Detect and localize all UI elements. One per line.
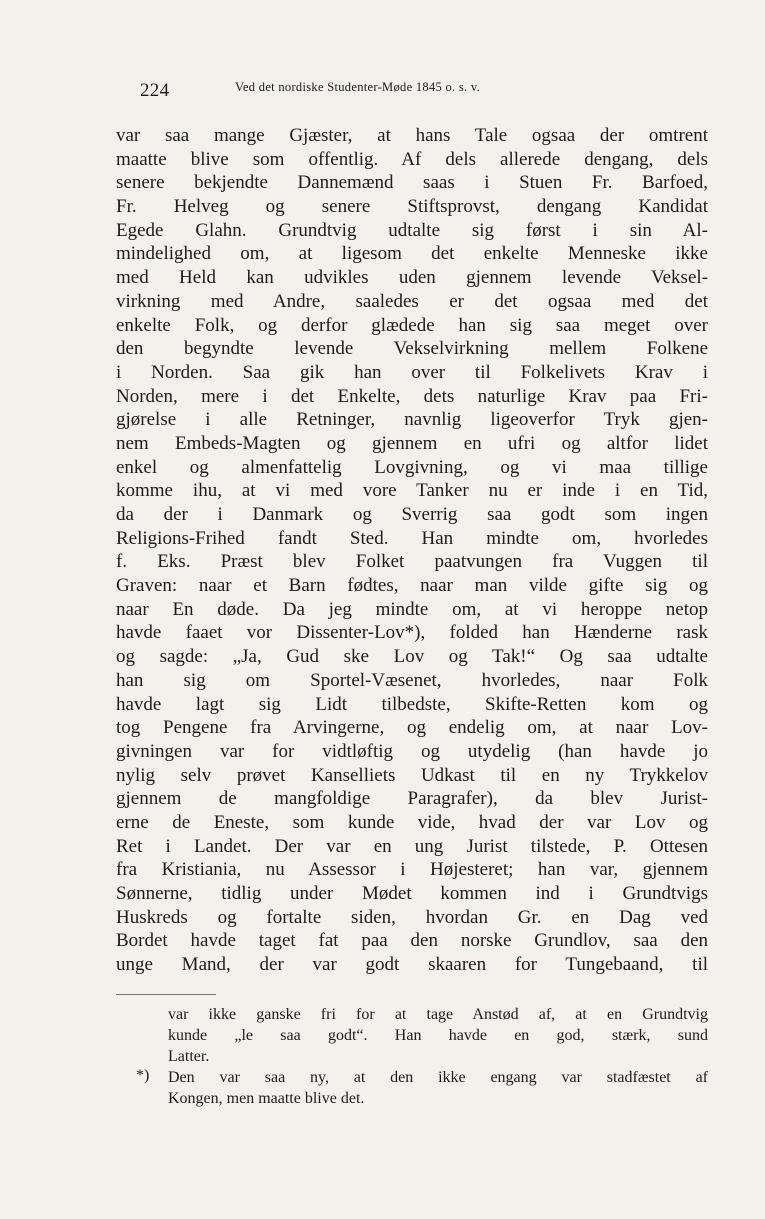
footnote-line: Kongen, men maatte blive det.	[168, 1090, 365, 1107]
text-line: med Held kan udvikles uden gjennem levende Veksel-	[116, 267, 708, 289]
text-line: i Norden. Saa gik han over til Folkelivets Krav i	[116, 361, 708, 383]
text-line: naar En døde. Da jeg mindte om, at vi heroppe netop	[116, 598, 708, 620]
footnote-continued-line: Latter.	[168, 1048, 210, 1065]
text-line: virkning med Andre, saaledes er det ogsaa med det	[116, 290, 708, 312]
text-line: Bordet havde taget fat paa den norske Grundlov, saa den	[116, 930, 708, 952]
text-line: og sagde: „Ja, Gud ske Lov og Tak!“ Og saa udtalte	[116, 646, 708, 668]
footnote-marker: *)	[136, 1067, 150, 1084]
text-line: erne de Eneste, som kunde vide, hvad der var Lov og	[116, 811, 708, 833]
text-line: f. Eks. Præst blev Folket paatvungen fra Vuggen til	[116, 551, 708, 573]
text-line: Graven: naar et Barn fødtes, naar man vilde gifte sig og	[116, 575, 708, 597]
footnote-continued-line: kunde „le saa godt“. Han havde en god, stærk, sund	[168, 1027, 708, 1044]
text-line: Fr. Helveg og senere Stiftsprovst, dengang Kandidat	[116, 196, 708, 218]
text-line: Sønnerne, tidlig under Mødet kommen ind i Grundtvigs	[116, 883, 708, 904]
text-line: mindelighed om, at ligesom det enkelte Menneske ikke	[116, 243, 708, 265]
text-line: senere bekjendte Dannemænd saas i Stuen Fr. Barfoed,	[116, 172, 708, 194]
text-line: nem Embeds-Magten og gjennem en ufri og altfor lidet	[116, 432, 708, 454]
text-line: Egede Glahn. Grundtvig udtalte sig først i sin Al-	[116, 219, 708, 241]
text-line: var saa mange Gjæster, at hans Tale ogsaa der omtrent	[116, 125, 708, 146]
text-line: unge Mand, der var godt skaaren for Tungebaand, til	[116, 954, 708, 976]
running-head: Ved det nordiske Studenter-Møde 1845 o. s. v.	[235, 80, 481, 94]
page-number: 224	[140, 80, 170, 101]
text-line: han sig om Sportel-Væsenet, hvorledes, naar Folk	[116, 669, 708, 691]
text-line: da der i Danmark og Sverrig saa godt som ingen	[116, 504, 708, 525]
footnote-continued-line: var ikke ganske fri for at tage Anstød af, at en Grundtvig	[168, 1006, 708, 1023]
text-line: tog Pengene fra Arvingerne, og endelig om, at naar Lov-	[116, 717, 708, 739]
text-line: havde lagt sig Lidt tilbedste, Skifte-Retten kom og	[116, 693, 708, 715]
text-line: nylig selv prøvet Kanselliets Udkast til en ny Trykkelov	[116, 764, 708, 786]
text-line: maatte blive som offentlig. Af dels allerede dengang, dels	[116, 148, 708, 170]
text-line: havde faaet vor Dissenter-Lov*), folded han Hænderne rask	[116, 622, 708, 644]
text-line: Norden, mere i det Enkelte, dets naturlige Krav paa Fri-	[116, 385, 708, 407]
text-line: Huskreds og fortalte siden, hvordan Gr. en Dag ved	[116, 906, 708, 928]
text-line: Ret i Landet. Der var en ung Jurist tilstede, P. Ottesen	[116, 835, 708, 857]
text-line: enkelte Folk, og derfor glædede han sig saa meget over	[116, 314, 708, 336]
text-line: komme ihu, at vi med vore Tanker nu er inde i en Tid,	[116, 480, 708, 502]
text-line: fra Kristiania, nu Assessor i Højesteret; han var, gjennem	[116, 859, 708, 881]
text-line: Religions-Frihed fandt Sted. Han mindte om, hvorledes	[116, 527, 708, 549]
text-line: givningen var for vidtløftig og utydelig (han havde jo	[116, 740, 708, 762]
text-line: den begyndte levende Vekselvirkning mellem Folkene	[116, 338, 708, 360]
text-line: gjørelse i alle Retninger, navnlig ligeoverfor Tryk gjen-	[116, 409, 708, 431]
footnotes	[136, 1004, 708, 1109]
text-line: gjennem de mangfoldige Paragrafer), da blev Jurist-	[116, 788, 708, 810]
text-line: enkel og almenfattelig Lovgivning, og vi maa tillige	[116, 456, 708, 478]
footnote-line: Den var saa ny, at den ikke engang var stadfæstet af	[168, 1069, 708, 1086]
footnote-divider	[116, 994, 216, 995]
body-text	[116, 124, 708, 977]
